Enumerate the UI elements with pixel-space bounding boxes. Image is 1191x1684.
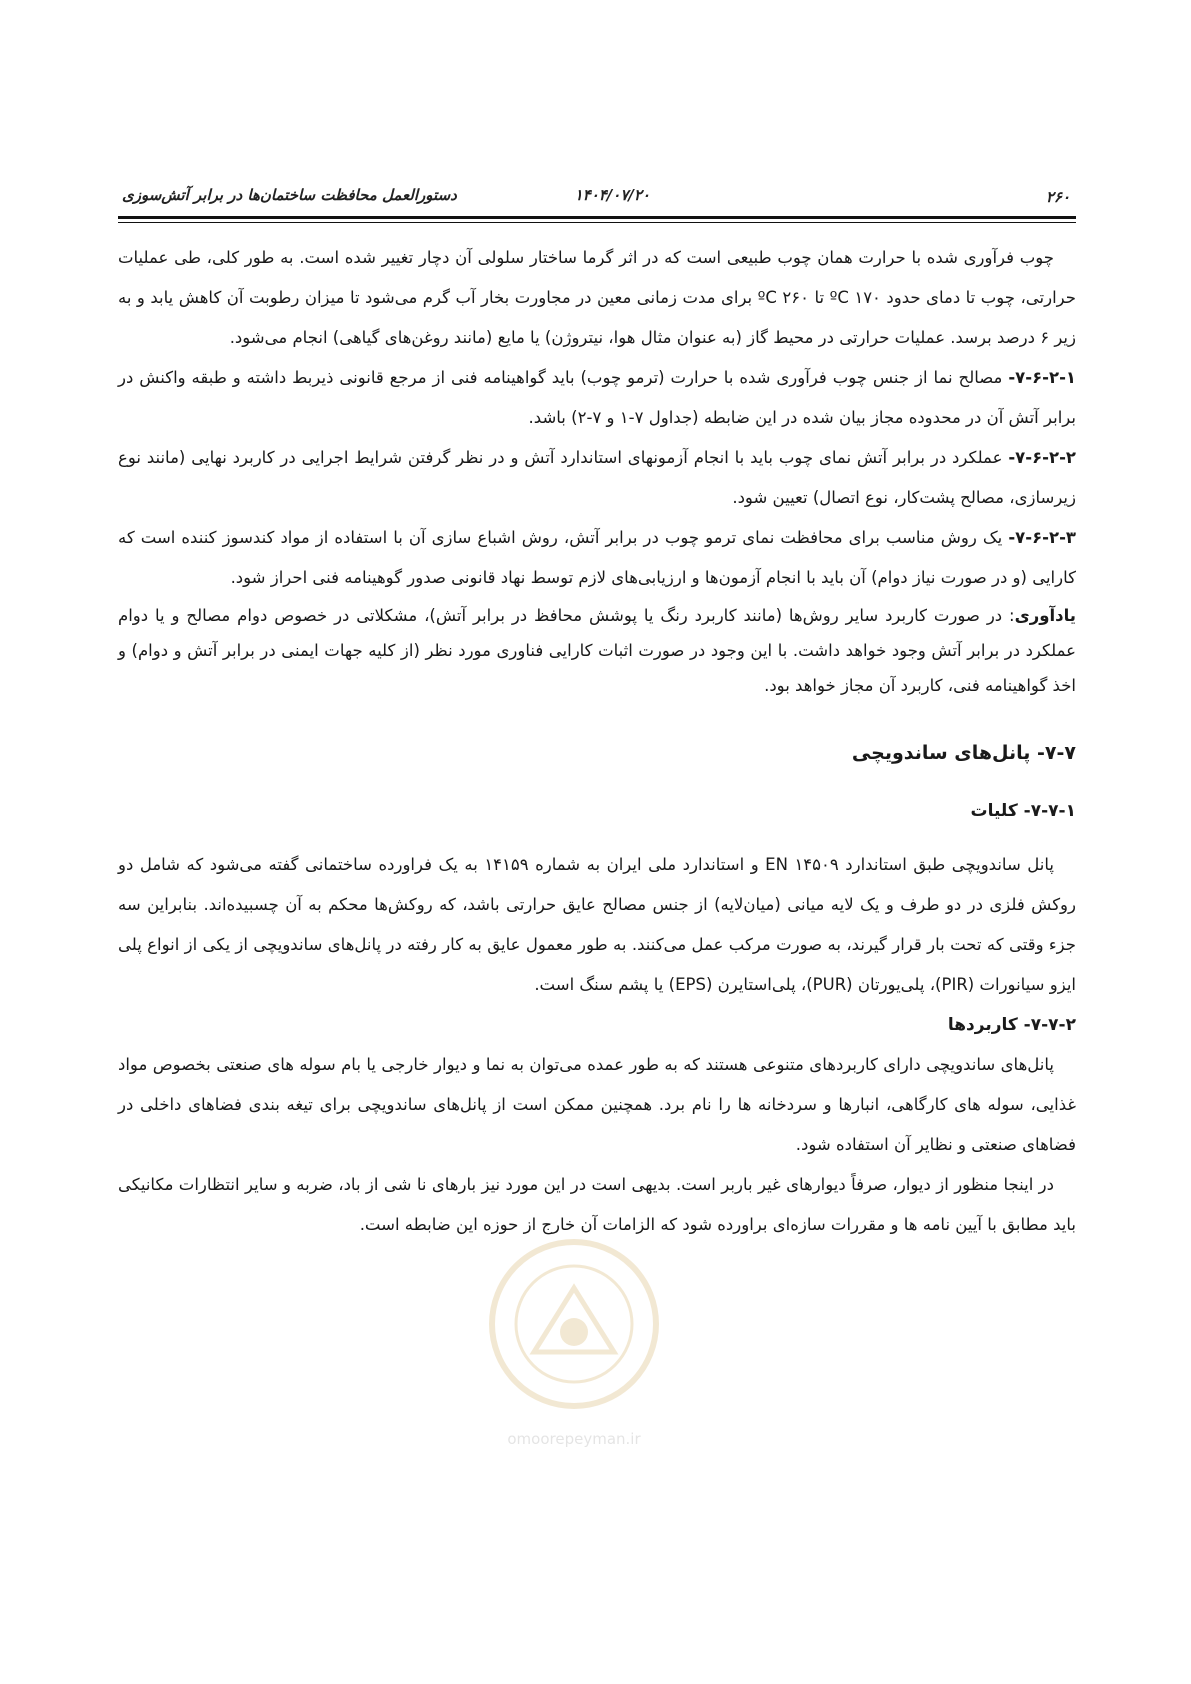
header-title: دستورالعمل محافظت ساختمان‌ها در برابر آتش‌سوزی <box>122 186 457 204</box>
note-text: : در صورت کاربرد سایر روش‌ها (مانند کاربرد رنگ یا پوشش محافظ در برابر آتش)، مشکلاتی در خصوص دوام مصالح و یا دوام عملکرد در برابر آتش وجود خواهد داشت. با این وجود در صورت اثبات کارایی فناوری مورد نظر (از کلیه جهات ایمنی در برابر آتش و دوام) و اخذ گواهینامه فنی، کاربرد آن مجاز خواهد بود. <box>118 606 1076 695</box>
watermark-logo <box>472 1232 677 1454</box>
clause-text: یک روش مناسب برای محافظت نمای ترمو چوب در برابر آتش، روش اشباع سازی آن با استفاده از مواد کندسوز کننده است که کارایی (و در صورت نیاز دوام) آن باید با انجام آزمون‌ها و ارزیابی‌های لازم توسط نهاد قانونی صدور گوهینامه فنی احراز شود. <box>118 528 1076 587</box>
page-content <box>118 238 1076 1245</box>
watermark-gear-icon <box>560 1318 588 1346</box>
subsection-heading-applications: ۷-۷-۲- کاربردها <box>947 1015 1076 1035</box>
note-paragraph <box>118 598 1076 703</box>
clause-number: ۷-۶-۲-۳- <box>1008 528 1076 547</box>
watermark-caption: omoorepeyman.ir <box>507 1430 641 1448</box>
clause-number: ۷-۶-۲-۱- <box>1008 368 1076 387</box>
intro-paragraph: چوب فرآوری شده با حرارت همان چوب طبیعی است که در اثر گرما ساختار سلولی آن دچار تغییر شده است. به طور کلی، طی عملیات حرارتی، چوب تا دمای حدود ºC ۱۷۰ تا ºC ۲۶۰ برای مدت زمانی معین در مجاورت بخار آب گرم می‌شود تا میزان رطوبت آن کاهش یابد و به زیر ۶ درصد برسد. عملیات حرارتی در محیط گاز (به عنوان مثال هوا، نیتروژن) یا مایع (مانند روغن‌های گیاهی) انجام می‌شود. <box>118 248 1076 347</box>
general-paragraph: پانل ساندویچی طبق استاندارد EN ۱۴۵۰۹ و استاندارد ملی ایران به شماره ۱۴۱۵۹ به یک فراورده ساختمانی گفته می‌شود که شامل دو روکش فلزی در دو طرف و یک لایه میانی (میان‌لایه) از جنس مصالح عایق حرارتی باشد، که روکش‌ها محکم به آن چسبیده‌اند. بنابراین سه جزء وقتی که تحت بار قرار گیرند، به صورت مرکب عمل می‌کنند. به طور معمول عایق به کار رفته در پانل‌های ساندویچی از یکی از انواع پلی ایزو سیانورات (PIR)، پلی‌یورتان (PUR)، پلی‌استایرن (EPS) یا پشم سنگ است. <box>118 855 1076 994</box>
clause-number: ۷-۶-۲-۲- <box>1008 448 1076 467</box>
applications-paragraph-2: در اینجا منظور از دیوار، صرفاً دیوارهای غیر باربر است. بدیهی است در این مورد نیز بارهای نا شی از باد، ضربه و سایر انتظارات مکانیکی باید مطابق با آیین نامه ها و مقررات سازه‌ای براورده شود که الزامات آن خارج از حوزه این ضابطه است. <box>118 1175 1076 1234</box>
header-rule-thin <box>118 222 1076 223</box>
header-date: ۱۴۰۴/۰۷/۲۰ <box>574 186 650 204</box>
clause-text: عملکرد در برابر آتش نمای چوب باید با انجام آزمونهای استاندارد آتش و در نظر گرفتن شرایط اجرایی در کاربرد نهایی (مانند نوع زیرسازی، مصالح پشت‌کار، نوع اتصال) تعیین شود. <box>118 448 1076 507</box>
header-rule-thick <box>118 216 1076 219</box>
clause-7-6-2-1 <box>118 358 1076 438</box>
clause-7-6-2-3 <box>118 518 1076 598</box>
page-number: ۲۶۰ <box>1045 188 1070 206</box>
applications-paragraph-1: پانل‌های ساندویچی دارای کاربردهای متنوعی هستند که به طور عمده می‌توان به نما و دیوار خارجی یا بام سوله های صنعتی بخصوص مواد غذایی، سوله های کارگاهی، انبارها و سردخانه ها را نام برد. همچنین ممکن است از پانل‌های ساندویچی برای تیغه بندی فضاهای داخلی در فضاهای صنعتی و نظایر آن استفاده شود. <box>118 1055 1076 1154</box>
subsection-heading-general: ۷-۷-۱- کلیات <box>970 801 1076 821</box>
section-heading: ۷-۷- پانل‌های ساندویچی <box>851 742 1076 764</box>
clause-7-6-2-2 <box>118 438 1076 518</box>
note-label: یادآوری <box>1014 606 1076 625</box>
page-header <box>118 182 1076 212</box>
clause-text: مصالح نما از جنس چوب فرآوری شده با حرارت (ترمو چوب) باید گواهینامه فنی از مرجع قانونی ذیربط داشته و طبقه واکنش در برابر آتش آن در محدوده مجاز بیان شده در این ضابطه (جداول ۷-۱ و ۷-۲) باشد. <box>118 368 1076 427</box>
